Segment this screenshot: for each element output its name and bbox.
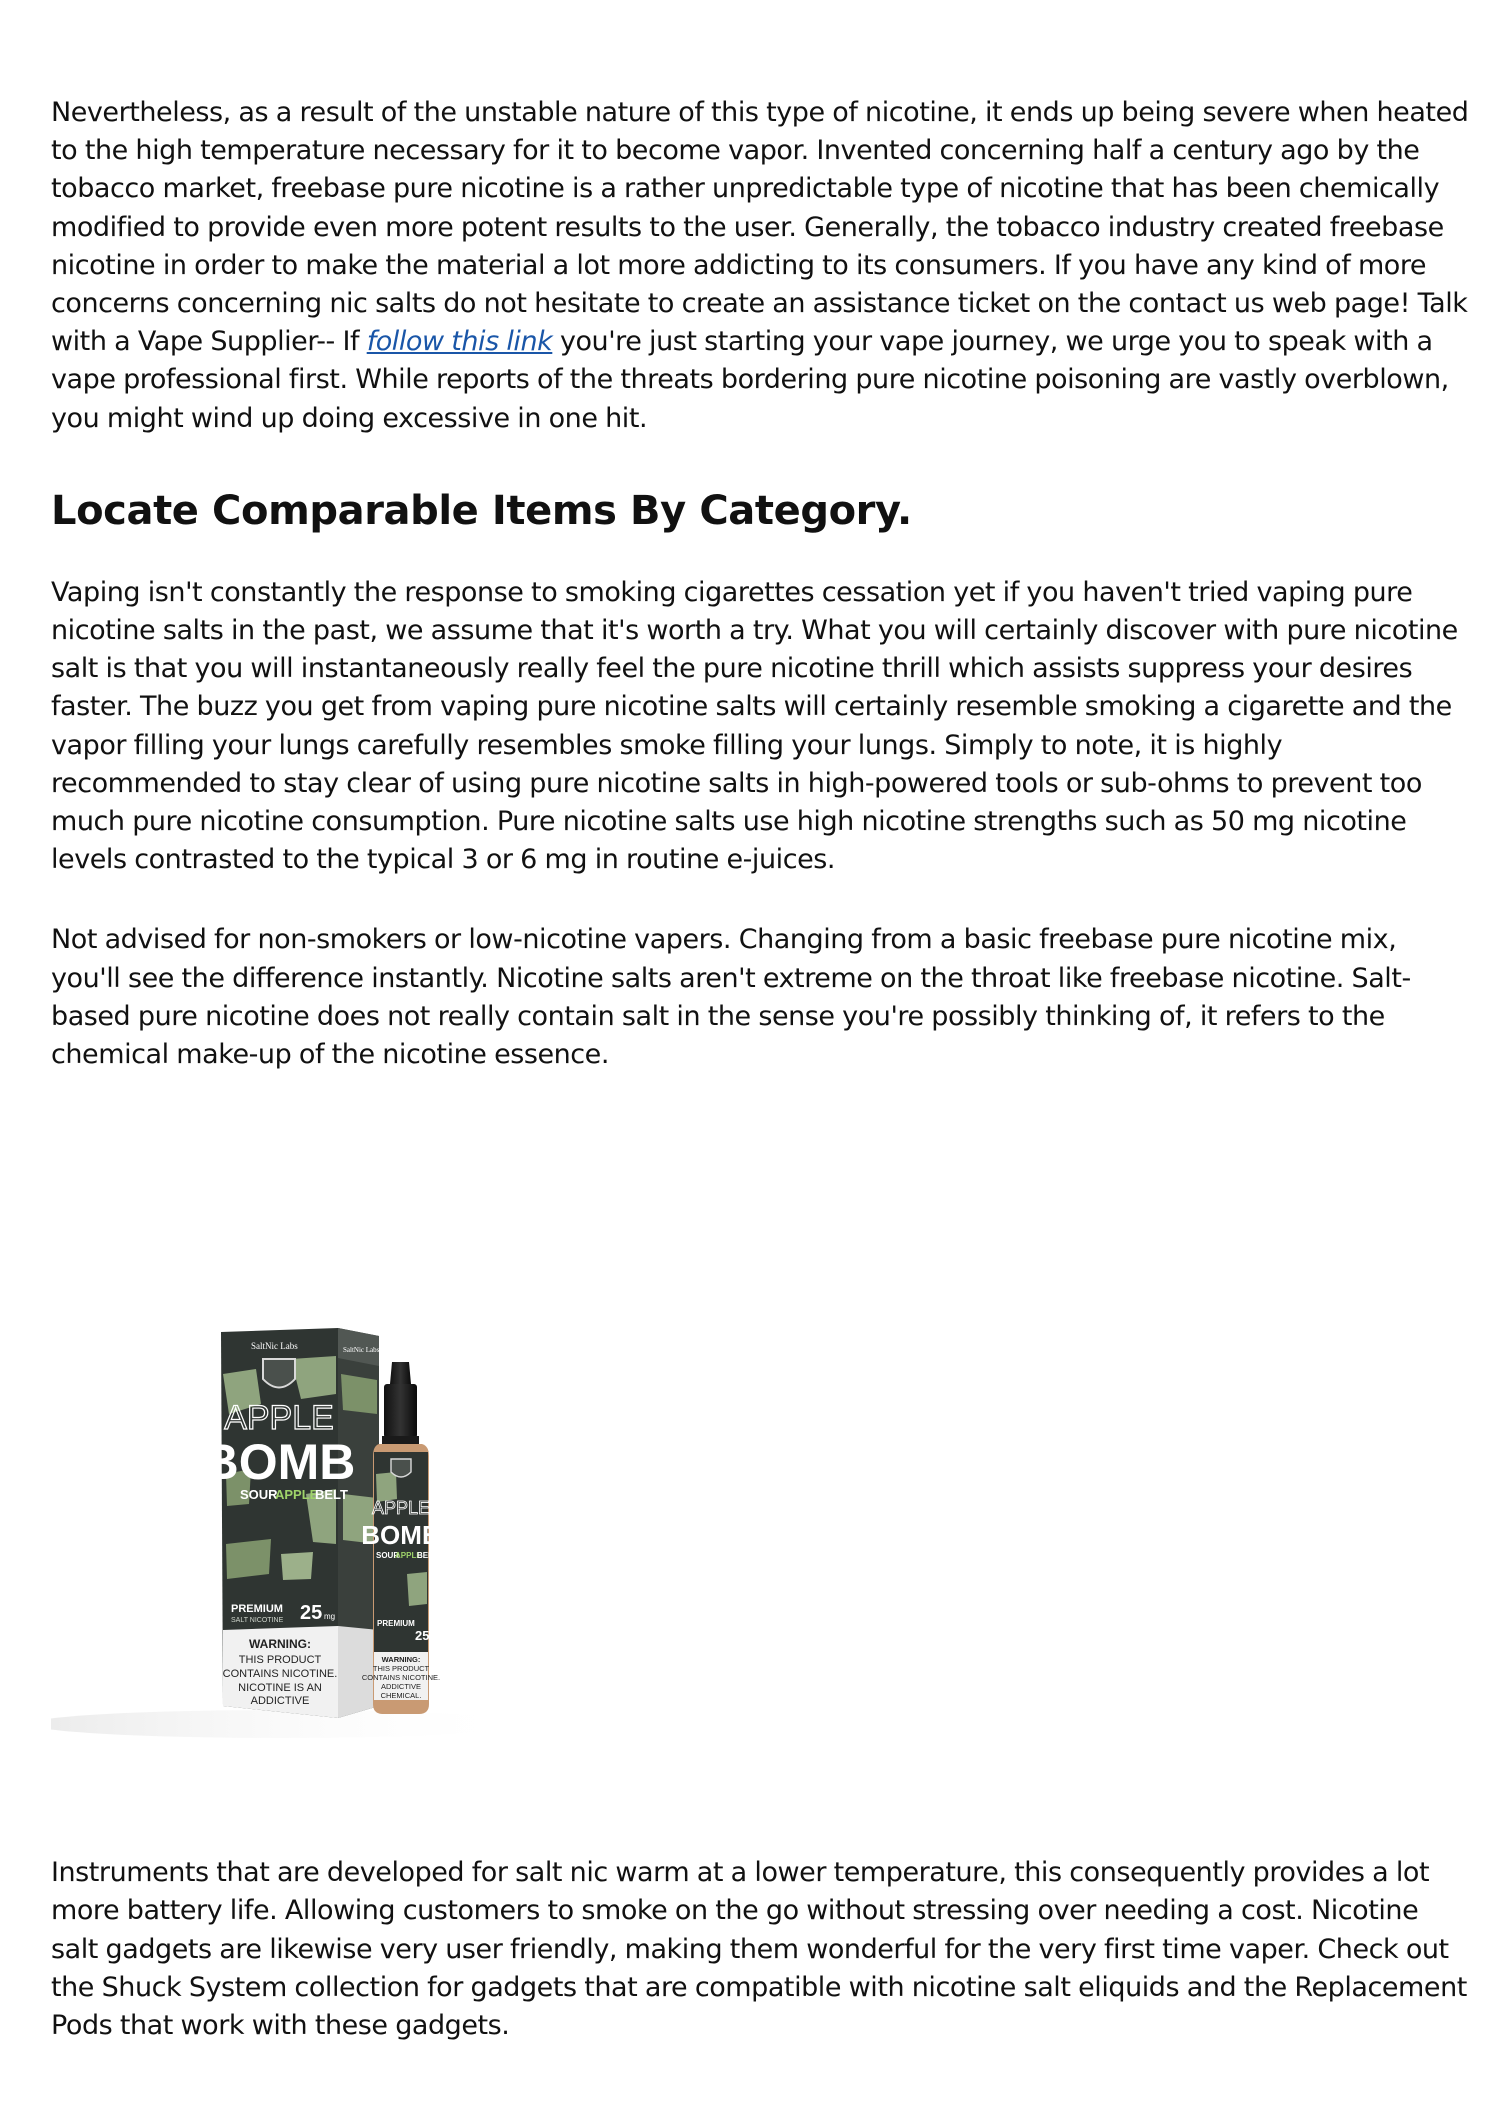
bottle-name-line1: APPLE — [371, 1498, 431, 1519]
box-side-brand: SaltNic Labs — [343, 1346, 380, 1355]
floor-shadow — [51, 1710, 531, 1738]
shield-logo-icon — [263, 1359, 295, 1388]
section-heading: Locate Comparable Items By Category. — [51, 487, 912, 534]
bottle-warning-l2: CONTAINS NICOTINE. — [361, 1673, 441, 1683]
bottle-cap-icon — [384, 1384, 417, 1438]
bottle-warning-title: WARNING: — [381, 1655, 421, 1665]
box-premium: PREMIUM — [231, 1603, 283, 1616]
box-flavor-c: BELT — [315, 1487, 348, 1503]
paragraph-1-text-b: you're just starting your vape journey, we urge you to speak with a vape professional first. While reports of the threats bordering pure nicotine poisoning are vastly overblown, you might wind up doing excessive in one hit. — [51, 326, 1449, 434]
paragraph-1 — [51, 94, 1471, 438]
paragraph-3: Not advised for non-smokers or low-nicotine vapers. Changing from a basic freebase pure nicotine mix, you'll see the difference instantly. Nicotine salts aren't extreme on the throat like freebase nicotine. Salt-based pure nicotine does not really contain salt in the sense you're possibly thinking of, it refers to the chemical make-up of the nicotine essence. — [51, 924, 1411, 1071]
follow-link[interactable]: follow this link — [366, 326, 553, 358]
bottle-warning-l5: CHEMICAL. — [380, 1691, 422, 1701]
bottle-premium: PREMIUM — [377, 1619, 415, 1629]
box-warning-l4: ADDICTIVE — [250, 1695, 310, 1708]
box-strength: 25 — [300, 1602, 323, 1625]
bottle-warning-l4: ADDICTIVE — [380, 1682, 422, 1692]
box-name-line1: APPLE — [224, 1399, 334, 1438]
box-brand: SaltNic Labs — [251, 1341, 298, 1352]
paragraph-1-text-a: Nevertheless, as a result of the unstable nature of this type of nicotine, it ends up being severe when heated to the high temperature necessary for it to become vapor. Invented concerning half a century ago by the tobacco market, freebase pure nicotine is a rather unpredictable type of nicotine that has been chemically modified to provide even more potent results to the user. Generally, the tobacco industry created freebase nicotine in order to make the material a lot more addicting to its consumers. If you have any kind of more concerns concerning nic salts do not hesitate to create an assistance ticket on the contact us web page! Talk with a Vape Supplier-- If — [51, 97, 1469, 358]
product-image — [51, 1074, 551, 1854]
box-name-line2: BOMB — [202, 1434, 356, 1491]
box-warning-l2: CONTAINS NICOTINE. — [222, 1668, 338, 1681]
box-strength-unit: mg — [324, 1612, 336, 1622]
document-body — [51, 94, 1471, 2045]
bottle-strength: 25 — [415, 1628, 430, 1644]
dropper-tip-icon — [390, 1362, 411, 1384]
box-warning-title: WARNING: — [249, 1637, 311, 1652]
bottle-flavor-a: SOUR — [376, 1551, 400, 1561]
box-flavor-a: SOUR — [240, 1487, 278, 1503]
paragraph-4: Instruments that are developed for salt nic warm at a lower temperature, this consequently provides a lot more battery life. Allowing customers to smoke on the go without stressing over needing a cost. Nicotine salt gadgets are likewise very user friendly, making them wonderful for the very first time vaper. Check out the Shuck System collection for gadgets that are compatible with nicotine salt eliquids and the Replacement Pods that work with these gadgets. — [51, 1857, 1467, 2042]
box-warning-l3: NICOTINE IS AN — [238, 1682, 322, 1695]
product-box — [203, 1328, 380, 1718]
box-premium-sub: SALT NICOTINE — [231, 1617, 284, 1625]
paragraph-2: Vaping isn't constantly the response to smoking cigarettes cessation yet if you haven't tried vaping pure nicotine salts in the past, we assume that it's worth a try. What you will certainly discover with pure nicotine salt is that you will instantaneously really feel the pure nicotine thrill which assists suppress your desires faster. The buzz you get from vaping pure nicotine salts will certainly resemble smoking a cigarette and the vapor filling your lungs carefully resembles smoke filling your lungs. Simply to note, it is highly recommended to stay clear of using pure nicotine salts in high-powered tools or sub-ohms to prevent too much pure nicotine consumption. Pure nicotine salts use high nicotine strengths such as 50 mg nicotine levels contrasted to the typical 3 or 6 mg in routine e-juices. — [51, 576, 1458, 876]
bottle-warning-l1: THIS PRODUCT — [372, 1664, 430, 1674]
box-warning-l1: THIS PRODUCT — [238, 1654, 322, 1667]
bottle-flavor-c: BELT — [417, 1551, 438, 1561]
bottle-flavor-b: APPLE — [395, 1551, 422, 1561]
product-figure — [51, 1074, 1471, 1854]
box-flavor-b: APPLE — [275, 1487, 319, 1503]
bottle-name-line2: BOMB — [361, 1520, 441, 1551]
